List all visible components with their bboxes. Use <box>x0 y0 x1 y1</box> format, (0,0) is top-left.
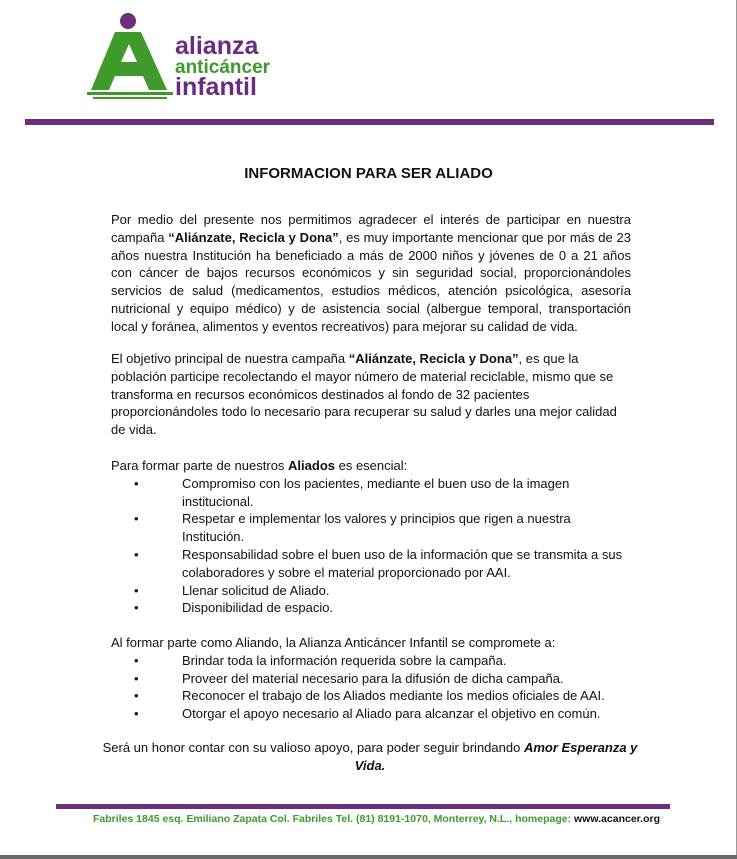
header-divider <box>25 119 714 125</box>
list-item: • Disponibilidad de espacio. <box>134 600 334 616</box>
footer <box>93 813 673 825</box>
homepage-link[interactable]: www.acancer.org <box>574 813 661 825</box>
list-item: • Llenar solicitud de Aliado. <box>134 582 330 598</box>
bullet-icon: • <box>134 706 139 722</box>
bullet-icon: • <box>134 600 139 616</box>
list-item: • Responsabilidad sobre el buen uso de la información que se transmita a sus colaboradores y sobre el material proporcionado por AAI. <box>134 546 623 580</box>
commitments-list <box>111 652 631 723</box>
requirements-section <box>111 457 631 617</box>
objective-paragraph: El objetivo principal de nuestra campaña “Aliánzate, Recicla y Dona”, es que la población participe recolectando el mayor número de material reciclable, mismo que se transforma en recursos económicos destinados al fondo de 32 pacientes proporcionándoles todo lo necesario para recuperar su salud y darles una mejor calidad de vida. <box>111 351 617 438</box>
bullet-icon: • <box>134 688 139 704</box>
campaign-name: “Aliánzate, Recicla y Dona” <box>348 351 519 366</box>
bullet-icon: • <box>134 546 139 562</box>
list-item: • Otorgar el apoyo necesario al Aliado para alcanzar el objetivo en común. <box>134 706 601 722</box>
logo-line-anticancer: anticáncer <box>175 57 271 78</box>
requirements-intro: Para formar parte de nuestros Aliados es esencial: <box>111 458 408 473</box>
campaign-name: “Aliánzate, Recicla y Dona” <box>168 229 339 245</box>
list-item: • Respetar e implementar los valores y principios que rigen a nuestra Institución. <box>134 511 571 545</box>
requirements-list <box>111 475 631 617</box>
commitments-section <box>111 634 631 723</box>
bullet-icon: • <box>134 511 139 527</box>
closing-emphasis: Amor Esperanza y Vida. <box>354 740 638 773</box>
intro-paragraph: Por medio del presente nos permitimos agradecer el interés de participar en nuestra campaña “Aliánzate, Recicla y Dona”, es muy importante mencionar que por más de 23 años nuestra Institución ha beneficiado a más de 2000 niños y jóvenes de 0 a 21 años con cáncer de bajos recursos económicos y sin seguridad social, proporcionándoles servicios de salud (medicamentos, estudios médicos, atención psicológica, asesoría nutricional y equipo médico) y de asistencia social (albergue temporal, transportación local y foránea, alimentos y eventos recreativos) para mejorar su calidad de vida. <box>111 212 631 334</box>
list-item: • Compromiso con los pacientes, mediante el buen uso de la imagen institucional. <box>134 475 570 509</box>
list-item: • Reconocer el trabajo de los Aliados mediante los medios oficiales de AAI. <box>134 688 605 704</box>
closing-paragraph: Será un honor contar con su valioso apoyo, para poder seguir brindando Amor Esperanza y Vida. <box>102 740 638 773</box>
logo-line-infantil: infantil <box>175 73 257 101</box>
page-bottom-edge <box>0 855 737 859</box>
footer-divider <box>56 804 670 809</box>
logo-a-icon <box>91 32 167 90</box>
list-item: • Brindar toda la información requerida sobre la campaña. <box>134 652 507 668</box>
list-item: • Proveer del material necesario para la difusión de dicha campaña. <box>134 670 564 686</box>
bullet-icon: • <box>134 670 139 686</box>
logo-line-alianza: alianza <box>175 32 259 60</box>
bullet-icon: • <box>134 582 139 598</box>
document-title: INFORMACION PARA SER ALIADO <box>244 165 493 182</box>
bullet-icon: • <box>134 475 139 491</box>
logo-head-icon <box>120 13 136 29</box>
bullet-icon: • <box>134 652 139 668</box>
commitments-intro: Al formar parte como Aliando, la Alianza Anticáncer Infantil se compromete a: <box>111 635 556 650</box>
footer-address: Fabriles 1845 esq. Emiliano Zapata Col. Fabriles Tel. (81) 8191-1070, Monterrey, N.L., homepage: <box>93 813 575 825</box>
logo-wordmark <box>175 34 270 100</box>
